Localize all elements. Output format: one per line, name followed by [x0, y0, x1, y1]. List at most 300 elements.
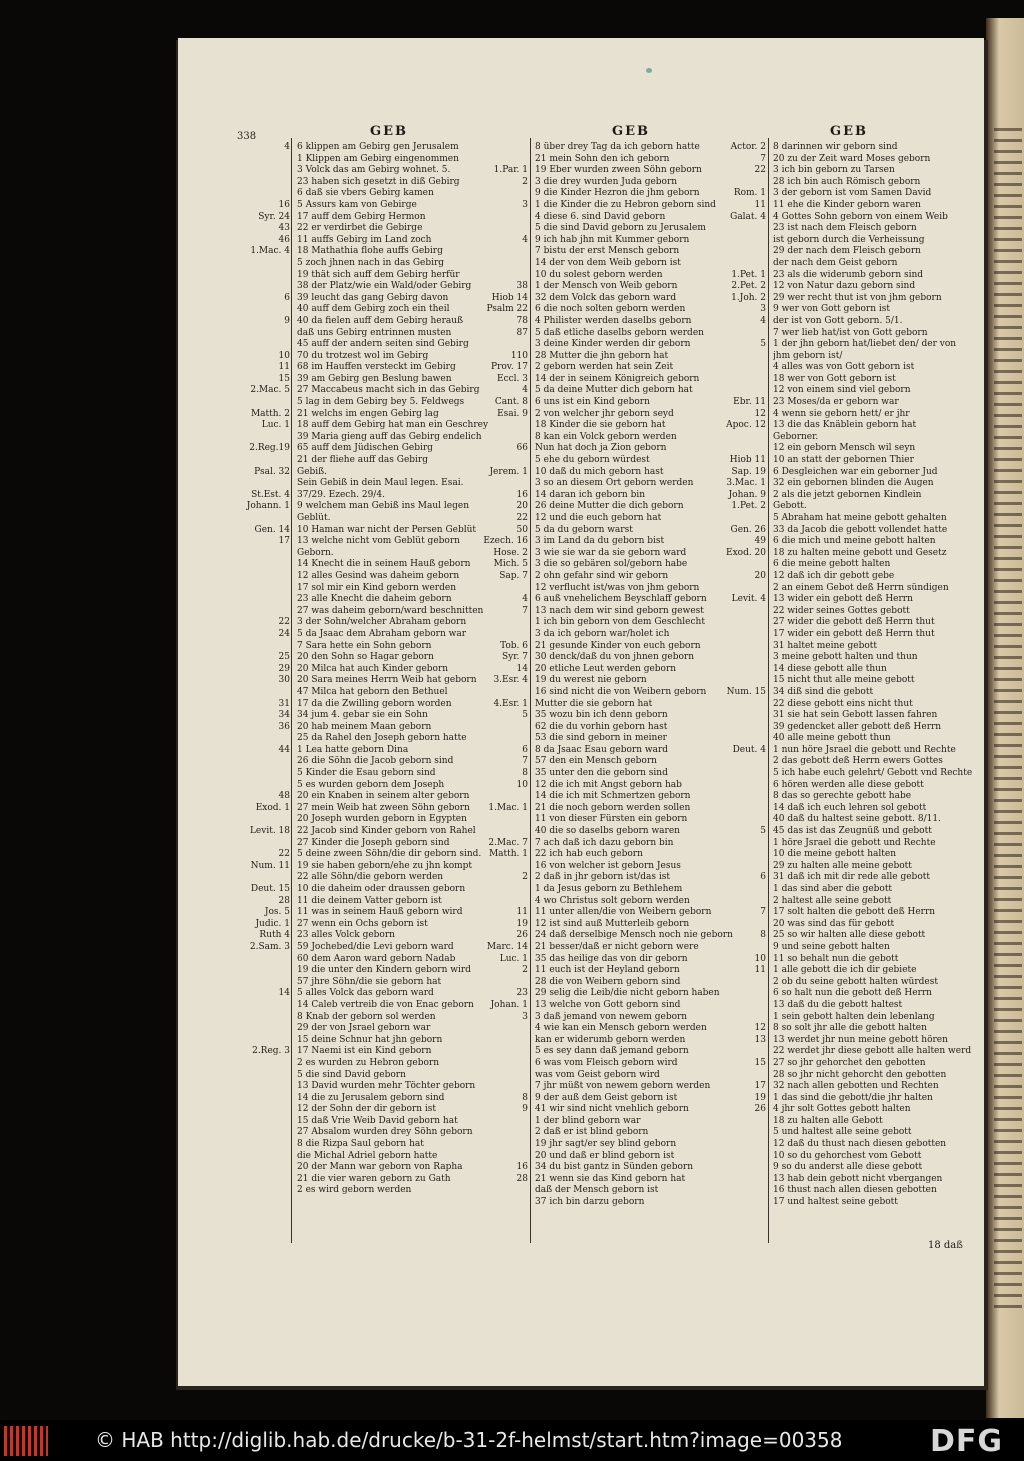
- index-entry-line: 8 kan ein Volck geborn werden: [535, 431, 677, 442]
- margin-reference: [246, 177, 290, 189]
- margin-reference: 7: [522, 605, 528, 616]
- margin-reference: [246, 1023, 290, 1035]
- index-entry-line: 31 daß ich mit dir rede alle gebott: [773, 872, 930, 883]
- index-entry-line: 14 diese gebott alle thun: [773, 663, 887, 674]
- footer-url-text[interactable]: © HAB http://diglib.hab.de/drucke/b-31-2f-helmst/start.htm?image=00358: [95, 1428, 843, 1452]
- index-entry-line: 33 da Jacob die gebott vollendet hatte: [773, 524, 948, 535]
- margin-reference: Ezech. 16: [483, 536, 528, 547]
- index-entry-line: 22 wider seines Gottes gebott: [773, 605, 910, 616]
- column-3-margin-refs: [716, 142, 766, 1127]
- index-entry-line: 14 Caleb vertreib die von Enac geborn: [297, 999, 474, 1010]
- index-entry-line: 10 die meine gebott halten: [773, 849, 897, 860]
- index-entry-line: 14 der von dem Weib geborn ist: [535, 257, 681, 268]
- margin-reference: [246, 687, 290, 699]
- running-head-col3: GEB: [830, 124, 868, 139]
- margin-reference: [482, 1035, 528, 1047]
- margin-reference: [716, 803, 766, 815]
- index-entry-line: 2 das gebott deß Herrn ewers Gottes: [773, 756, 943, 767]
- margin-reference: 1.Pet. 1: [731, 269, 766, 280]
- index-entry-line: 23 haben sich gesetzt in diß Gebirg: [297, 176, 460, 187]
- index-entry-line: 27 Kinder die Joseph geborn sind: [297, 837, 450, 848]
- index-entry-line: 5 daß etliche daselbs geborn werden: [535, 327, 704, 338]
- margin-reference: 17: [278, 536, 290, 547]
- index-entry-line: 2 an einem Gebot deß Herrn sündigen: [773, 582, 949, 593]
- index-entry-line: 6 was vom Fleisch geborn wird: [535, 1057, 678, 1068]
- index-entry-line: 5 lag in dem Gebirg bey 5. Feldwegs: [297, 397, 465, 408]
- index-entry-line: 3 meine gebott halten und thun: [773, 652, 918, 663]
- margin-reference: [246, 1035, 290, 1047]
- margin-reference: Hiob 14: [491, 292, 528, 303]
- margin-reference: Ruth 4: [259, 930, 290, 941]
- index-entry-line: 1 der jhn geborn hat/liebet den/ der von: [773, 339, 957, 350]
- index-entry-line: 18 zu halten meine gebott und Gesetz: [773, 547, 947, 558]
- index-entry-line: 1 da Jesus geborn zu Bethlehem: [535, 884, 683, 894]
- index-entry-line: 37/29. Ezech. 29/4.: [297, 489, 385, 500]
- index-entry-line: 6 auß vnehelichem Beyschlaff geborn: [535, 594, 707, 605]
- index-entry-line: 18 Kinder die sie geborn hat: [535, 420, 666, 431]
- running-head-col1: GEB: [370, 124, 408, 139]
- index-entry-line: 12 und die euch geborn hat: [535, 513, 662, 523]
- margin-reference: Jerem. 1: [489, 466, 528, 477]
- margin-reference: Sap. 19: [731, 466, 766, 477]
- index-entry-line: 14 daran ich geborn bin: [535, 489, 646, 500]
- index-entry-line: 28 ich bin auch Römisch geborn: [773, 176, 921, 187]
- index-entry-line: 10 so du gehorchest vom Gebott: [773, 1150, 922, 1161]
- index-entry-line: jhm geborn ist/: [773, 350, 843, 361]
- index-entry-line: 8 Knab der geborn sol werden: [297, 1011, 436, 1022]
- index-entry-line: 5 da Jsaac dem Abraham geborn war: [297, 628, 467, 639]
- margin-reference: 5: [760, 339, 766, 350]
- index-entry-line: 5 die sind David geborn zu Jerusalem: [535, 223, 706, 234]
- index-entry-line: 62 die du vorhin geborn hast: [535, 721, 668, 732]
- margin-reference: Luc. 1: [499, 953, 528, 964]
- margin-reference: 3: [522, 199, 528, 210]
- margin-reference: [716, 768, 766, 780]
- index-entry-line: 9 so du anderst alle diese gebott: [773, 1162, 923, 1173]
- index-entry-line: 24 daß derselbige Mensch noch nie geborn: [535, 930, 733, 941]
- index-entry-line: 20 Milca hat auch Kinder geborn: [297, 663, 449, 674]
- margin-reference: [482, 617, 528, 629]
- margin-reference: [716, 664, 766, 676]
- margin-reference: 30: [278, 675, 290, 686]
- index-entry-line: 15 daß Vrie Weib David geborn hat: [297, 1115, 458, 1126]
- index-entry-line: 25 so wir halten alle diese gebott: [773, 930, 926, 941]
- margin-reference: Ebr. 11: [733, 397, 766, 408]
- index-entry-line: 29 der von Jsrael geborn war: [297, 1023, 431, 1034]
- index-entry-line: 17 und haltest seine gebott: [773, 1197, 898, 1208]
- margin-reference: 50: [516, 524, 528, 535]
- margin-reference: Tob. 6: [500, 640, 528, 651]
- margin-reference: [716, 606, 766, 618]
- margin-reference: [246, 559, 290, 571]
- index-entry-line: 2 daß in jhr geborn ist/das ist: [535, 872, 670, 883]
- margin-reference: 5: [522, 710, 528, 721]
- margin-reference: 6: [284, 292, 290, 303]
- index-entry-line: 29 der nach dem Fleisch geborn: [773, 246, 921, 257]
- running-head-col2: GEB: [612, 124, 650, 139]
- index-entry-line: 3 so an diesem Ort geborn werden: [535, 478, 694, 489]
- margin-reference: [482, 223, 528, 235]
- index-entry-line: 2 ob du seine gebott halten würdest: [773, 976, 938, 987]
- margin-reference: [246, 977, 290, 989]
- index-entry-line: 10 Haman war nicht der Persen Geblüt: [297, 524, 477, 535]
- index-entry-line: 5 ich habe euch gelehrt/ Gebott vnd Rechte: [773, 768, 973, 779]
- index-entry-line: 70 du trotzest wol im Gebirg: [297, 350, 429, 361]
- index-entry-line: 4 Philister werden daselbs geborn: [535, 315, 692, 326]
- index-entry-line: 20 Joseph wurden geborn in Egypten: [297, 814, 467, 825]
- index-entry-line: 6 Desgleichen war ein geborner Jud: [773, 466, 938, 477]
- index-entry-line: 5 Assurs kam von Gebirge: [297, 199, 417, 210]
- index-entry-line: 1 ich bin geborn von dem Geschlecht: [535, 617, 705, 628]
- margin-reference: [716, 583, 766, 595]
- index-entry-line: 18 auff dem Gebirg hat man ein Geschrey: [297, 420, 489, 431]
- margin-reference: [246, 339, 290, 351]
- margin-reference: [716, 641, 766, 653]
- index-entry-line: 5 alles Volck das geborn ward: [297, 988, 434, 999]
- margin-reference: 2.Reg. 3: [252, 1046, 290, 1057]
- margin-reference: 19: [516, 918, 528, 929]
- margin-reference: [716, 710, 766, 722]
- index-entry-line: 32 dem Volck das geborn ward: [535, 292, 677, 303]
- index-entry-line: 4 wo Christus solt geborn werden: [535, 895, 690, 906]
- margin-reference: [246, 455, 290, 467]
- index-entry-line: 8 die Rizpa Saul geborn hat: [297, 1139, 424, 1150]
- index-entry-line: 1 alle gebott die ich dir gebiete: [773, 965, 917, 976]
- index-entry-line: 9 ich hab jhn mit Kummer geborn: [535, 234, 690, 245]
- margin-reference: [716, 362, 766, 374]
- margin-reference: [482, 339, 528, 351]
- margin-reference: [716, 351, 766, 363]
- margin-reference: 12: [754, 1023, 766, 1034]
- margin-reference: Luc. 1: [261, 420, 290, 431]
- index-entry-line: 34 jum 4. gebar sie ein Sohn: [297, 710, 428, 721]
- index-entry-line: 17 wider ein gebott deß Herrn thut: [773, 628, 935, 639]
- margin-reference: Levit. 18: [249, 826, 290, 837]
- index-entry-line: 13 daß du die gebott haltest: [773, 999, 903, 1010]
- index-entry-line: der nach dem Geist geborn: [773, 257, 898, 268]
- margin-reference: [716, 652, 766, 664]
- margin-reference: [482, 455, 528, 467]
- index-entry-line: 18 zu halten alle Gebott: [773, 1115, 883, 1126]
- index-entry-line: 21 gesunde Kinder von euch geborn: [535, 640, 701, 651]
- margin-reference: [246, 838, 290, 850]
- column-2-margin-refs: [482, 142, 528, 1185]
- margin-reference: [716, 977, 766, 989]
- index-entry-line: 26 deine Mutter die dich geborn: [535, 501, 684, 512]
- margin-reference: [246, 954, 290, 966]
- margin-reference: 2.Sam. 3: [249, 941, 290, 952]
- index-entry-line: 6 so halt nun die gebott deß Herrn: [773, 988, 932, 999]
- margin-reference: [716, 385, 766, 397]
- margin-reference: 1.Pet. 2: [731, 501, 766, 512]
- index-entry-line: 22 werdet jhr diese gebott alle halten werd: [773, 1046, 972, 1057]
- index-entry-line: 21 besser/daß er nicht geborn were: [535, 941, 699, 952]
- index-entry-line: 7 bistu der erst Mensch geborn: [535, 246, 680, 257]
- margin-reference: Exod. 20: [726, 547, 766, 558]
- index-entry-line: 12 der Sohn der dir geborn ist: [297, 1104, 436, 1115]
- index-entry-line: 5 die sind David geborn: [297, 1069, 406, 1080]
- margin-reference: [246, 270, 290, 282]
- margin-reference: [246, 814, 290, 826]
- margin-reference: 4: [284, 142, 290, 152]
- margin-reference: [482, 629, 528, 641]
- margin-reference: 22: [754, 165, 766, 176]
- index-entry-line: 23 alle Knecht die daheim geborn: [297, 594, 452, 605]
- margin-reference: [482, 1127, 528, 1139]
- margin-reference: Johan. 9: [728, 489, 766, 500]
- margin-reference: 3.Mac. 1: [726, 478, 766, 489]
- index-entry-line: 8 da Jsaac Esau geborn ward: [535, 744, 669, 755]
- index-entry-line: 11 von dieser Fürsten ein geborn: [535, 814, 688, 825]
- index-entry-line: 14 daß ich euch lehren sol gebott: [773, 802, 927, 813]
- index-entry-line: 2 daß er ist blind geborn: [535, 1127, 649, 1138]
- margin-reference: [482, 188, 528, 200]
- margin-reference: [716, 223, 766, 235]
- index-entry-line: 57 den ein Mensch geborn: [535, 756, 657, 767]
- index-entry-line: Mutter die sie geborn hat: [535, 698, 653, 709]
- facing-page-edge: [986, 18, 1024, 1418]
- index-entry-line: 22 Jacob sind Kinder geborn von Rahel: [297, 826, 476, 837]
- margin-reference: [482, 791, 528, 803]
- margin-reference: Gen. 14: [254, 524, 290, 535]
- margin-reference: 43: [278, 223, 290, 234]
- index-entry-line: 3 der Sohn/welcher Abraham geborn: [297, 617, 467, 628]
- margin-reference: Matth. 1: [488, 849, 528, 860]
- margin-reference: [246, 583, 290, 595]
- index-entry-line: 13 werdet jhr nun meine gebott hören: [773, 1034, 948, 1045]
- index-entry-line: 40 die so daselbs geborn waren: [535, 826, 680, 837]
- margin-reference: Esai. 9: [497, 408, 528, 419]
- margin-reference: [482, 154, 528, 166]
- index-entry-line: was vom Geist geborn wird: [535, 1069, 660, 1080]
- index-entry-line: 39 leucht das gang Gebirg davon: [297, 292, 449, 303]
- index-entry-line: der ist von Gott geborn. 5/1.: [773, 315, 903, 326]
- margin-reference: 19: [754, 1092, 766, 1103]
- margin-reference: 17: [754, 1081, 766, 1092]
- margin-reference: [482, 212, 528, 224]
- index-entry-line: 22 er verdirbet die Gebirge: [297, 223, 423, 234]
- index-entry-line: 8 so solt jhr alle die gebott halten: [773, 1023, 927, 1034]
- margin-reference: Marc. 14: [486, 941, 528, 952]
- index-entry-line: 8 das so gerechte gebott habe: [773, 791, 912, 802]
- index-entry-line: 20 und daß er blind geborn ist: [535, 1150, 675, 1161]
- margin-reference: [716, 675, 766, 687]
- index-entry-line: 4 jhr solt Gottes gebott halten: [773, 1104, 911, 1115]
- index-entry-line: 19 die unter den Kindern geborn wird: [297, 965, 471, 976]
- index-entry-line: 4 wie kan ein Mensch geborn werden: [535, 1023, 707, 1034]
- margin-reference: Hose. 2: [493, 547, 528, 558]
- index-entry-line: 1 das sind aber die gebott: [773, 884, 893, 894]
- index-entry-line: 15 deine Schnur hat jhn geborn: [297, 1034, 443, 1045]
- margin-reference: [482, 1151, 528, 1163]
- index-entry-line: 10 daß du mich geborn hast: [535, 466, 664, 477]
- margin-reference: 8: [522, 1092, 528, 1103]
- index-entry-line: 1 nun höre Jsrael die gebott und Rechte: [773, 744, 956, 755]
- margin-reference: [246, 872, 290, 884]
- margin-reference: Num. 11: [250, 860, 290, 871]
- margin-reference: [482, 142, 528, 154]
- catchword: 18 daß: [928, 1240, 963, 1251]
- index-entry-line: 21 wenn sie das Kind geborn hat: [535, 1173, 686, 1184]
- margin-reference: 20: [516, 501, 528, 512]
- index-entry-line: 3 im Land da du geborn bist: [535, 536, 665, 547]
- margin-reference: 4: [522, 234, 528, 245]
- margin-reference: [246, 1000, 290, 1012]
- margin-reference: Num. 15: [726, 686, 766, 697]
- index-entry-line: 3 Volck das am Gebirg wohnet. 5.: [297, 165, 451, 176]
- margin-reference: [716, 617, 766, 629]
- index-entry-line: 5 Abraham hat meine gebott gehalten: [773, 513, 947, 523]
- margin-reference: [716, 374, 766, 386]
- index-entry-line: 3 deine Kinder werden dir geborn: [535, 339, 691, 350]
- margin-reference: [716, 722, 766, 734]
- margin-reference: Judic. 1: [255, 918, 290, 929]
- column-1-margin-refs: [246, 142, 290, 1058]
- column-rule-1: [291, 138, 292, 1243]
- margin-reference: 2.Mac. 5: [250, 385, 290, 396]
- index-entry-line: 31 sie hat sein Gebott lassen fahren: [773, 710, 938, 721]
- margin-reference: Eccl. 3: [497, 373, 528, 384]
- index-entry-line: 27 Absalom wurden drey Söhn geborn: [297, 1127, 473, 1138]
- margin-reference: [246, 281, 290, 293]
- index-entry-line: 5 da deine Mutter dich geborn hat: [535, 385, 693, 396]
- index-entry-line: 38 der Platz/wie ein Wald/oder Gebirg: [297, 281, 472, 292]
- index-entry-line: 1 Klippen am Gebirg eingenommen: [297, 153, 459, 164]
- margin-reference: [246, 571, 290, 583]
- margin-reference: 11: [754, 199, 766, 210]
- index-entry-line: 27 Maccabeus macht sich in das Gebirg: [297, 385, 480, 396]
- margin-reference: 11: [516, 907, 528, 918]
- margin-reference: [716, 559, 766, 571]
- margin-reference: [482, 861, 528, 873]
- index-entry-line: 19 jhr sagt/er sey blind geborn: [535, 1139, 677, 1150]
- margin-reference: [246, 154, 290, 166]
- index-entry-line: 21 die noch geborn werden sollen: [535, 802, 691, 813]
- margin-reference: [482, 826, 528, 838]
- index-entry-line: 21 die vier waren geborn zu Gath: [297, 1173, 451, 1184]
- margin-reference: 110: [510, 350, 528, 361]
- index-entry-line: 13 hab dein gebott nicht vbergangen: [773, 1173, 943, 1184]
- margin-reference: [246, 548, 290, 560]
- index-entry-line: 28 die von Weibern geborn sind: [535, 976, 681, 987]
- index-entry-line: 13 welche nicht vom Geblüt geborn: [297, 536, 460, 547]
- margin-reference: 12: [754, 408, 766, 419]
- index-entry-line: 5 zoch jhnen nach in das Gebirg: [297, 257, 445, 268]
- index-entry-line: 23 alles Volck geborn: [297, 930, 395, 941]
- margin-reference: 16: [278, 199, 290, 210]
- index-entry-line: 16 thust nach allen diesen gebotten: [773, 1185, 937, 1196]
- margin-reference: [482, 1058, 528, 1070]
- index-entry-line: 20 den Sohn so Hagar geborn: [297, 652, 434, 663]
- index-entry-line: 14 die zu Jerusalem geborn sind: [297, 1092, 445, 1103]
- margin-reference: [246, 965, 290, 977]
- index-entry-line: 7 ach daß ich dazu geborn bin: [535, 837, 674, 848]
- margin-reference: 7: [760, 907, 766, 918]
- margin-reference: 2.Reg.19: [249, 443, 290, 454]
- margin-reference: 10: [754, 953, 766, 964]
- index-entry-line: 10 die daheim oder draussen geborn: [297, 884, 466, 894]
- margin-reference: 1.Mac. 4: [250, 246, 290, 257]
- index-entry-line: 3 wie sie war da sie geborn ward: [535, 547, 687, 558]
- margin-reference: 34: [278, 710, 290, 721]
- index-entry-line: 14 der in seinem Königreich geborn: [535, 373, 700, 384]
- index-entry-line: Nun hat doch ja Zion geborn: [535, 443, 667, 454]
- margin-reference: [716, 699, 766, 711]
- index-entry-line: 7 wer lieb hat/ist von Gott geborn: [773, 327, 928, 338]
- index-entry-line: 1 das sind die gebott/die jhr halten: [773, 1092, 933, 1103]
- margin-reference: [482, 884, 528, 896]
- margin-reference: [716, 733, 766, 745]
- margin-reference: 2: [522, 176, 528, 187]
- index-entry-line: 6 die meine gebott halten: [773, 559, 891, 570]
- margin-reference: [716, 988, 766, 1000]
- margin-reference: [482, 1023, 528, 1035]
- index-entry-line: 10 du solest geborn werden: [535, 269, 663, 280]
- index-entry-line: 41 wir sind nicht vnehlich geborn: [535, 1104, 689, 1115]
- index-entry-line: 11 die deinem Vatter geborn ist: [297, 895, 442, 906]
- index-entry-line: 5 deine zween Söhn/die dir geborn sind.: [297, 849, 482, 860]
- index-entry-line: 34 du bist gantz in Sünden geborn: [535, 1162, 694, 1173]
- margin-reference: [482, 246, 528, 258]
- margin-reference: [246, 513, 290, 525]
- margin-reference: 25: [278, 652, 290, 663]
- margin-reference: Deut. 15: [250, 884, 290, 894]
- margin-reference: [716, 1046, 766, 1058]
- index-entry-line: 31 haltet meine gebott: [773, 640, 877, 651]
- index-entry-line: 5 es wurden geborn dem Joseph: [297, 779, 445, 790]
- index-entry-line: 17 da die Zwilling geborn worden: [297, 698, 452, 709]
- margin-reference: St.Est. 4: [251, 489, 290, 500]
- margin-reference: [482, 258, 528, 270]
- margin-reference: [716, 849, 766, 861]
- margin-reference: [716, 513, 766, 525]
- margin-reference: [482, 1046, 528, 1058]
- index-entry-line: kan er widerumb geborn werden: [535, 1034, 686, 1045]
- index-entry-line: 9 der auß dem Geist geborn ist: [535, 1092, 678, 1103]
- margin-reference: [246, 258, 290, 270]
- index-entry-line: 11 auffs Gebirg im Land zoch: [297, 234, 432, 245]
- margin-reference: 11: [754, 965, 766, 976]
- margin-reference: Cant. 8: [494, 397, 528, 408]
- index-entry-line: 14 die ich mit Schmertzen geborn: [535, 791, 691, 802]
- margin-reference: [716, 629, 766, 641]
- margin-reference: [246, 188, 290, 200]
- margin-reference: [246, 1012, 290, 1024]
- index-entry-line: 11 so behalt nun die gebott: [773, 953, 899, 964]
- index-entry-line: 12 die ich mit Angst geborn hab: [535, 779, 682, 790]
- margin-reference: 22: [278, 617, 290, 628]
- index-entry-line: 2 von welcher jhr geborn seyd: [535, 408, 674, 419]
- index-entry-line: 3 da ich geborn war/holet ich: [535, 628, 670, 639]
- margin-reference: Sap. 7: [499, 570, 528, 581]
- index-entry-line: 1 höre Jsrael die gebott und Rechte: [773, 837, 936, 848]
- index-entry-line: 15 nicht thut alle meine gebott: [773, 675, 915, 686]
- index-entry-line: 6 uns ist ein Kind geborn: [535, 397, 650, 408]
- margin-reference: Gen. 26: [730, 524, 766, 535]
- margin-reference: [482, 977, 528, 989]
- index-entry-line: 20 was sind das für gebott: [773, 918, 895, 929]
- index-entry-line: 12 daß ich dir gebott gebe: [773, 570, 895, 581]
- index-entry-line: 14 Knecht die in seinem Hauß geborn: [297, 559, 471, 570]
- index-entry-line: 39 am Gebirg gen Beslung bawen: [297, 373, 452, 384]
- margin-reference: 38: [516, 281, 528, 292]
- index-entry-line: 19 sie haben geborn/ehe zu jhn kompt: [297, 860, 473, 871]
- index-entry-line: 4 wenn sie geborn hett/ er jhr: [773, 408, 910, 419]
- margin-reference: [716, 1116, 766, 1128]
- index-entry-line: 8 darinnen wir geborn sind: [773, 142, 898, 152]
- page-speck: [646, 68, 652, 73]
- index-entry-line: 3 ich bin geborn zu Tarsen: [773, 165, 895, 176]
